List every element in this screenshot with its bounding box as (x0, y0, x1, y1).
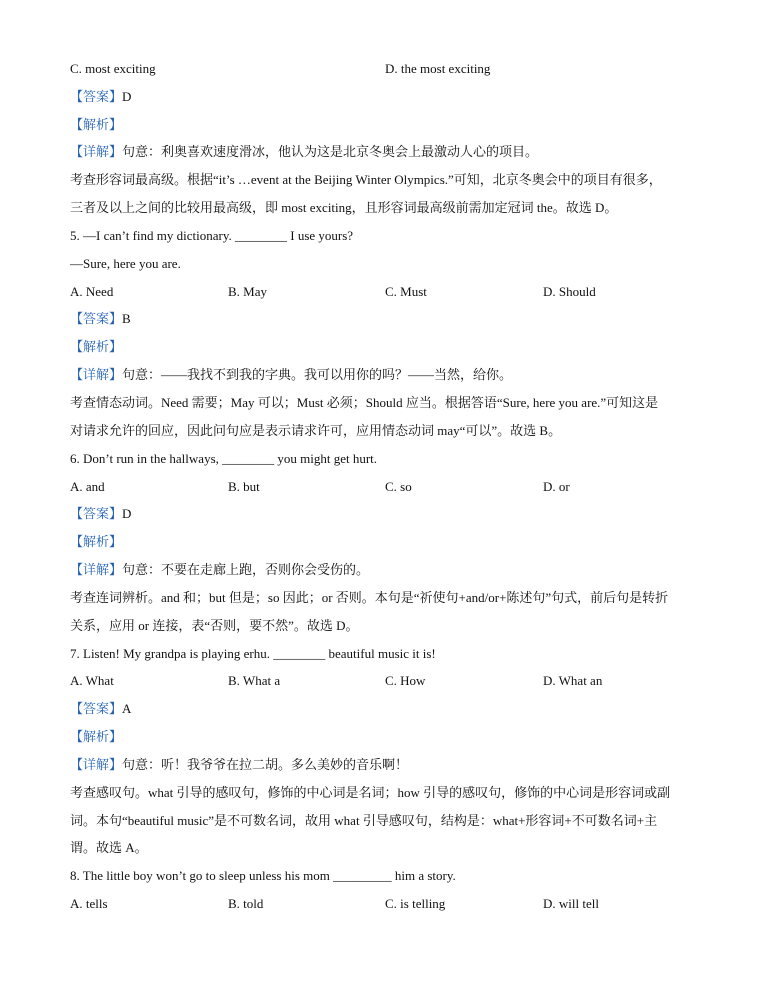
q7-option-c: C. How (385, 673, 426, 688)
answer-tag: 【答案】 (70, 506, 123, 521)
q4-analysis-tag: 【解析】 (70, 117, 123, 132)
q7-option-a: A. What (70, 673, 114, 688)
q7-answer (70, 700, 708, 718)
q5-answer (70, 310, 708, 328)
q8-option-d: D. will tell (543, 896, 599, 911)
detail-text: 句意：——我找不到我的字典。我可以用你的吗？——当然，给你。 (122, 367, 513, 382)
q4-detail (70, 143, 708, 161)
q6-detail (70, 561, 708, 579)
q5-explain-2: 对请求允许的回应，因此问句应是表示请求许可，应用情态动词 may“可以”。故选 B。 (70, 423, 562, 438)
q5-stem: 5. —I can’t find my dictionary. ________ I use yours? (70, 228, 354, 243)
q5-option-a: A. Need (70, 284, 114, 299)
q7-explain-1: 考查感叹句。what 引导的感叹句，修饰的中心词是名词；how 引导的感叹句，修饰的中心词是形容词或副 (70, 785, 671, 800)
q5-analysis-tag: 【解析】 (70, 339, 123, 354)
q6-answer (70, 505, 708, 523)
q7-stem: 7. Listen! My grandpa is playing erhu. ________ beautiful music it is! (70, 646, 436, 661)
q4-answer (70, 88, 708, 106)
detail-text: 句意：不要在走廊上跑，否则你会受伤的。 (122, 562, 370, 577)
detail-tag: 【详解】 (70, 144, 123, 159)
q6-explain-1: 考查连词辨析。and 和；but 但是；so 因此；or 否则。本句是“祈使句+and/or+陈述句”句式，前后句是转折 (70, 590, 669, 605)
q5-reply: —Sure, here you are. (70, 256, 181, 271)
q7-explain-3: 谓。故选 A。 (70, 840, 148, 855)
q6-option-d: D. or (543, 479, 570, 494)
q6-explain-2: 关系，应用 or 连接，表“否则，要不然”。故选 D。 (70, 618, 359, 633)
q4-option-d: D. the most exciting (385, 61, 491, 76)
q8-stem: 8. The little boy won’t go to sleep unless his mom _________ him a story. (70, 868, 456, 883)
detail-tag: 【详解】 (70, 757, 123, 772)
answer-tag: 【答案】 (70, 311, 123, 326)
q6-analysis-tag: 【解析】 (70, 534, 123, 549)
q7-explain-2: 词。本句“beautiful music”是不可数名词，故用 what 引导感叹句，结构是：what+形容词+不可数名词+主 (70, 813, 658, 828)
q6-option-c: C. so (385, 479, 412, 494)
q4-explain-2: 三者及以上之间的比较用最高级，即 most exciting，且形容词最高级前需加定冠词 the。故选 D。 (70, 200, 618, 215)
q7-analysis-tag: 【解析】 (70, 729, 123, 744)
answer-tag: 【答案】 (70, 701, 123, 716)
q7-option-b: B. What a (228, 673, 281, 688)
answer-value: D (122, 506, 132, 521)
detail-tag: 【详解】 (70, 367, 123, 382)
q5-option-c: C. Must (385, 284, 427, 299)
q6-option-b: B. but (228, 479, 260, 494)
q7-detail (70, 756, 708, 774)
q7-option-d: D. What an (543, 673, 603, 688)
q4-explain-1: 考查形容词最高级。根据“it’s …event at the Beijing Winter Olympics.”可知，北京冬奥会中的项目有很多， (70, 172, 662, 187)
q4-option-c: C. most exciting (70, 61, 156, 76)
answer-value: A (122, 701, 132, 716)
q5-option-d: D. Should (543, 284, 596, 299)
answer-value: D (122, 89, 132, 104)
q8-option-a: A. tells (70, 896, 108, 911)
q8-option-b: B. told (228, 896, 264, 911)
answer-tag: 【答案】 (70, 89, 123, 104)
q5-detail (70, 366, 708, 384)
q6-option-a: A. and (70, 479, 105, 494)
detail-text: 句意：听！我爷爷在拉二胡。多么美妙的音乐啊！ (122, 757, 409, 772)
q5-explain-1: 考查情态动词。Need 需要；May 可以；Must 必须；Should 应当。根据答语“Sure, here you are.”可知这是 (70, 395, 659, 410)
detail-text: 句意：利奥喜欢速度滑冰，他认为这是北京冬奥会上最激动人心的项目。 (122, 144, 539, 159)
q6-stem: 6. Don’t run in the hallways, ________ you might get hurt. (70, 451, 378, 466)
q5-option-b: B. May (228, 284, 267, 299)
q8-option-c: C. is telling (385, 896, 446, 911)
detail-tag: 【详解】 (70, 562, 123, 577)
answer-value: B (122, 311, 131, 326)
